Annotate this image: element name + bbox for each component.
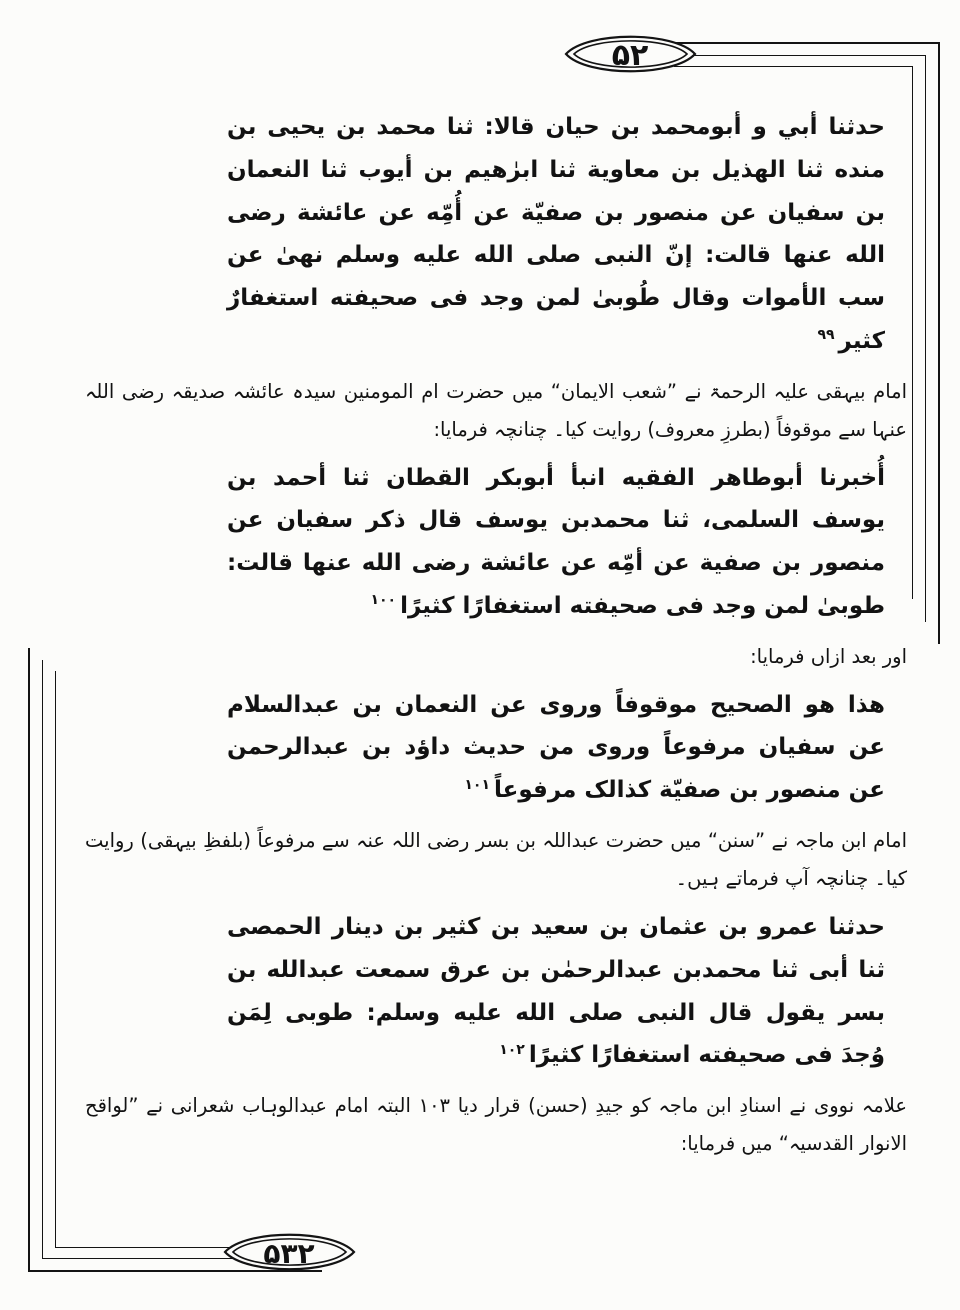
footnote-reference: ۱۰۰ xyxy=(370,592,397,609)
urdu-text: امام ابن ماجہ نے ”سنن“ میں حضرت عبداللہ بن بسر رضی اللہ عنہ سے مرفوعاً (بلفظِ بیہقی) روایت کیا۔ چنانچہ آپ فرماتے ہیں۔ xyxy=(85,829,907,891)
page-text-content xyxy=(85,98,907,1171)
footnote-reference: ۱۰۲ xyxy=(499,1041,525,1058)
urdu-text: امام بیہقی علیہ الرحمۃ نے ”شعب الایمان“ میں حضرت ام المومنین سیدہ عائشہ صدیقہ رضی اللہ عنہا سے موقوفاً (بطرزِ معروف) روایت کیا۔ چنانچہ فرمایا: xyxy=(85,379,907,441)
cartouche-ornament-icon xyxy=(563,26,698,82)
hadith-arabic-paragraph xyxy=(227,684,885,812)
page-number-top: ۵۲ xyxy=(611,38,649,73)
hadith-arabic-paragraph xyxy=(227,457,885,628)
urdu-commentary-paragraph xyxy=(85,373,907,449)
arabic-text: أُخبرنا أبوطاهر الفقيه انبأ أبوبكر القطان ثنا أحمد بن يوسف السلمى، ثنا محمدبن يوسف قال ذكر سفيان عن منصور بن صفية عن أمِّه عن عائشة رضى الله عنها قالت: طوبىٰ لمن وجد فى صحيفته استغفارًا كثيرًا xyxy=(227,464,885,619)
footnote-reference: ۹۹ xyxy=(817,327,835,344)
urdu-commentary-paragraph xyxy=(85,638,907,676)
footnote-reference: ۱۰۱ xyxy=(464,776,491,793)
arabic-text: حدثنا أبي و أبومحمد بن حيان قالا: ثنا محمد بن يحيى بن منده ثنا الهذيل بن معاوية ثنا ابرٰهيم بن أيوب ثنا النعمان بن سفيان عن منصور بن صفيّة عن أُمِّه عن عائشة رضى الله عنها قالت: إنّ النبى صلى الله عليه وسلم نهىٰ عن سب الأموات وقال طُوبىٰ لمن وجد فى صحيفته استغفارٌ كثير xyxy=(227,114,885,354)
arabic-text: هذا هو الصحيح موقوفاً وروى عن النعمان بن عبدالسلام عن سفيان مرفوعاً وروى من حديث داؤد بن عبدالرحمن عن منصور بن صفيّة كذالک مرفوعاً xyxy=(227,691,885,804)
urdu-text: علامہ نووی نے اسنادِ ابن ماجہ کو جیدِ (حسن) قرار دیا ۱۰۳ البتہ امام عبدالوہاب شعرانی نے ”لواقح الانوار القدسیہ“ میں فرمایا: xyxy=(85,1094,907,1156)
cartouche-ornament-icon xyxy=(222,1224,357,1280)
urdu-text: اور بعد ازاں فرمایا: xyxy=(750,644,907,668)
arabic-text: حدثنا عمرو بن عثمان بن سعيد بن كثير بن دينار الحمصى ثنا أبى ثنا محمدبن عبدالرحمٰن بن عرق سمعت عبدالله بن بسر يقول قال النبى صلى الله عليه وسلم: طوبى لِمَن وُجدَ فى صحيفته استغفارًا كثيرًا xyxy=(227,914,885,1069)
hadith-arabic-paragraph xyxy=(227,906,885,1077)
page-number-bottom: ۵۳۲ xyxy=(263,1237,315,1270)
page-number-cartouche-bottom xyxy=(222,1224,357,1284)
urdu-commentary-paragraph xyxy=(85,822,907,898)
urdu-commentary-paragraph xyxy=(85,1087,907,1163)
page-number-cartouche-top xyxy=(563,26,698,86)
hadith-arabic-paragraph xyxy=(227,106,885,363)
